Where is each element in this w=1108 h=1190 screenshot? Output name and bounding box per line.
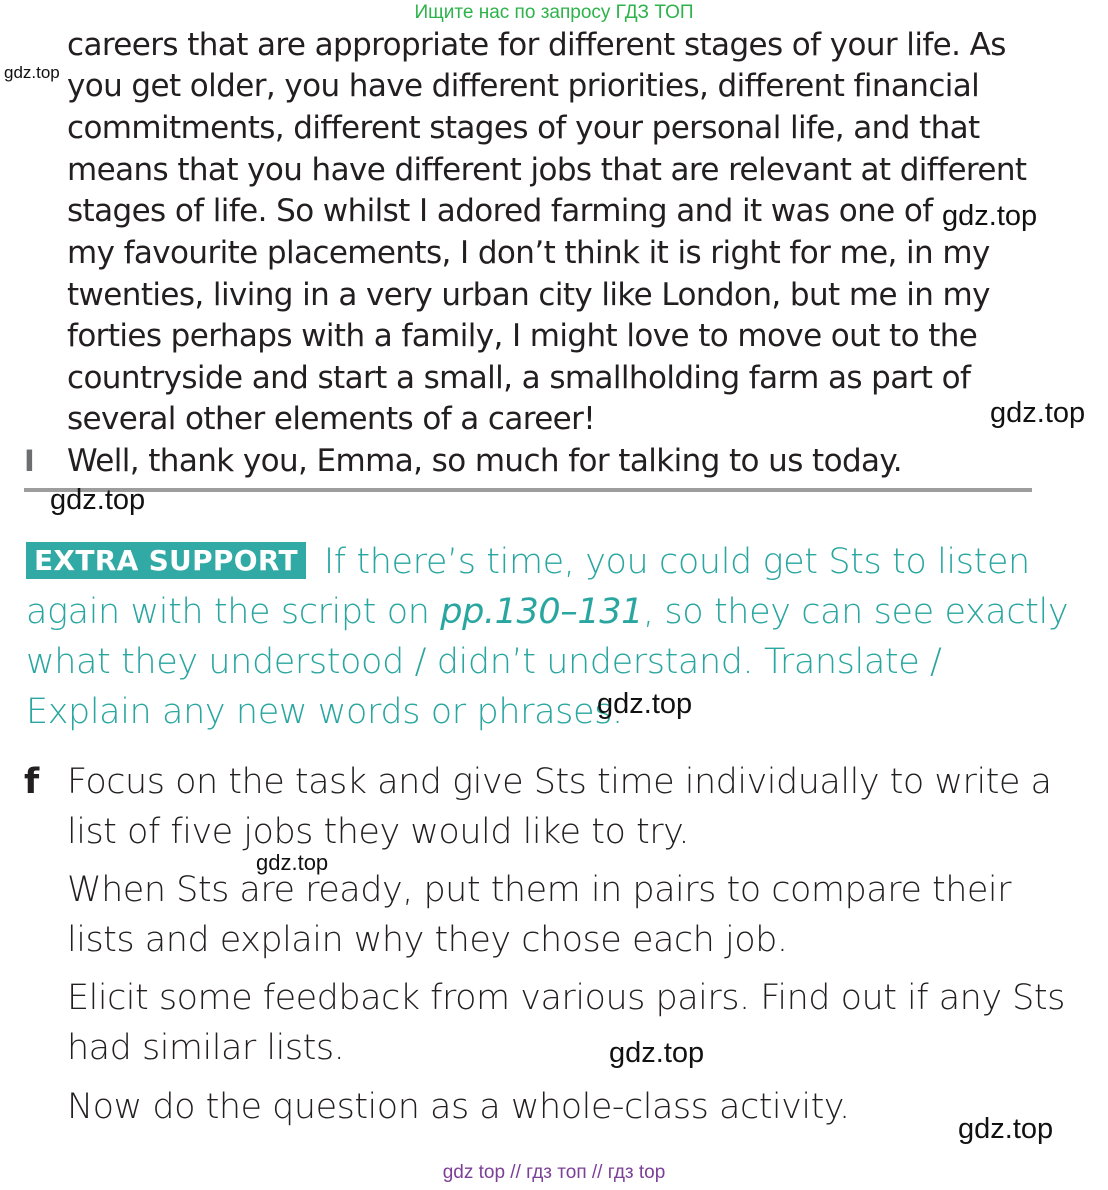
script-line: twenties, living in a very urban city like London, but me in my	[67, 277, 990, 313]
watermark-text: gdz.top	[609, 1037, 705, 1069]
task-line: list of five jobs they would like to try.	[67, 812, 689, 852]
task-line: When Sts are ready, put them in pairs to compare their	[67, 870, 1012, 910]
interviewer-line: Well, thank you, Emma, so much for talking to us today.	[67, 443, 903, 479]
script-line: stages of life. So whilst I adored farming and it was one of	[67, 193, 933, 229]
task-line: Focus on the task and give Sts time individually to write a	[67, 762, 1052, 802]
script-line: forties perhaps with a family, I might love to move out to the	[67, 318, 978, 354]
watermark-text: gdz.top	[597, 688, 693, 720]
watermark-text: gdz.top	[50, 484, 146, 516]
task-line: had similar lists.	[67, 1028, 345, 1068]
header-banner-link[interactable]: Ищите нас по запросу ГДЗ ТОП	[414, 2, 694, 23]
watermark-text: gdz.top	[958, 1113, 1054, 1145]
page-reference: pp.130–131	[440, 592, 643, 632]
extra-support-line: what they understood / didn’t understand. Translate /	[26, 642, 942, 682]
extra-support-text: , so they can see exactly	[642, 592, 1069, 632]
extra-support-line: Explain any new words or phrases.	[26, 692, 623, 732]
script-line: means that you have different jobs that are relevant at different	[67, 152, 1027, 188]
extra-support-text: If there’s time, you could get Sts to listen	[323, 542, 1030, 582]
task-line: lists and explain why they chose each job.	[67, 920, 788, 960]
speaker-label: I	[24, 444, 35, 478]
watermark-text: gdz.top	[4, 63, 60, 82]
watermark-text: gdz.top	[990, 397, 1086, 429]
script-line: careers that are appropriate for different stages of your life. As	[67, 27, 1006, 63]
extra-support-badge: EXTRA SUPPORT	[26, 542, 306, 579]
task-letter: f	[24, 762, 40, 802]
section-divider	[24, 488, 1032, 492]
extra-support-line	[26, 592, 1068, 632]
extra-support-text: again with the script on	[26, 592, 441, 632]
script-line: countryside and start a small, a smallholding farm as part of	[67, 360, 971, 396]
script-line: you get older, you have different priorities, different financial	[67, 68, 980, 104]
watermark-text: gdz.top	[942, 200, 1038, 232]
footer-banner-link[interactable]: gdz top // гдз топ // гдз top	[442, 1162, 666, 1183]
script-line: commitments, different stages of your personal life, and that	[67, 110, 980, 146]
task-line: Now do the question as a whole-class activity.	[67, 1087, 850, 1127]
extra-support-line	[26, 542, 1030, 582]
watermark-text: gdz.top	[256, 850, 329, 875]
script-line: several other elements of a career!	[67, 401, 596, 437]
task-line: Elicit some feedback from various pairs. Find out if any Sts	[67, 978, 1065, 1018]
script-line: my favourite placements, I don’t think it is right for me, in my	[67, 235, 990, 271]
